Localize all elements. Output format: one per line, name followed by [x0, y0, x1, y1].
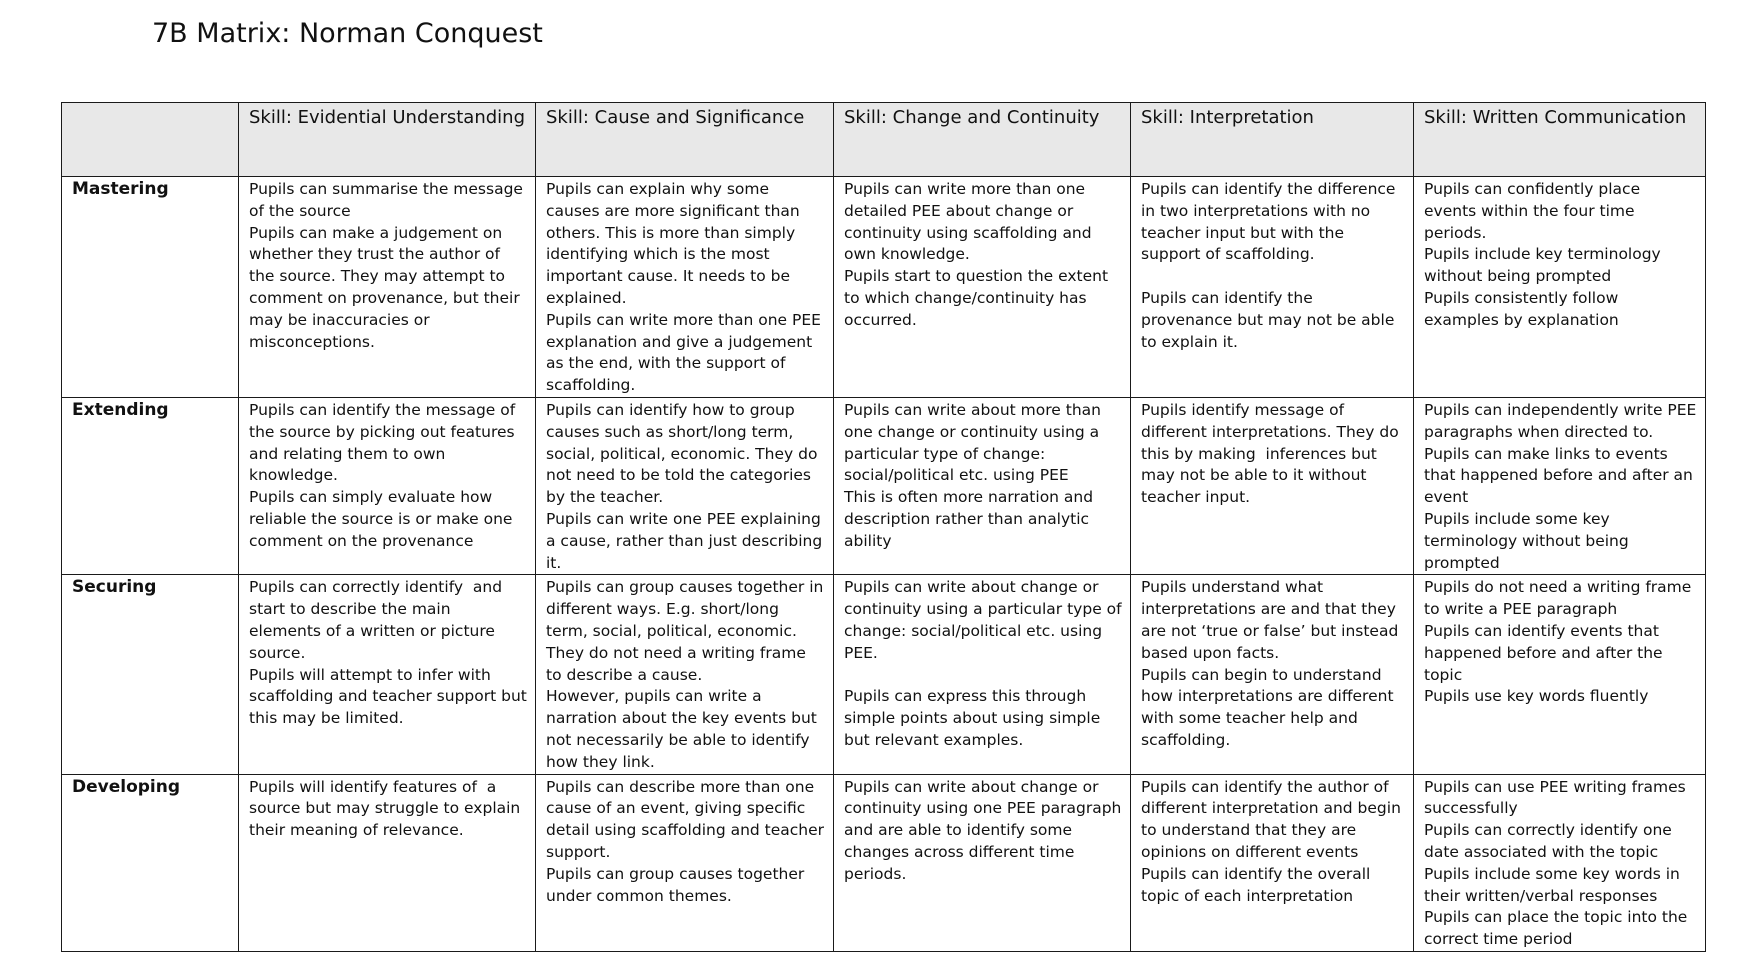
cell-mastering-interpretation	[1131, 177, 1414, 398]
cell-text-line: Pupils do not need a writing frame to write a PEE paragraph	[1424, 578, 1697, 619]
cell-text-line: This is often more narration and description rather than analytic ability	[844, 488, 1099, 550]
cell-text-line: Pupils can make links to events that happened before and after an event	[1424, 444, 1698, 507]
table-row-extending	[62, 397, 1706, 574]
cell-text-line: Pupils can identify events that happened before and after the topic	[1424, 621, 1668, 684]
cell-text-line: Pupils start to question the extent to which change/continuity has occurred.	[844, 267, 1114, 329]
level-label-extending: Extending	[62, 397, 239, 574]
cell-text-line: Pupils can simply evaluate how reliable the source is or make one comment on the provenance	[249, 488, 518, 550]
level-label-developing: Developing	[62, 774, 239, 951]
cell-text-line: Pupils can use PEE writing frames successfully	[1424, 777, 1691, 818]
cell-text-line: Pupils can write one PEE explaining a cause, rather than just describing it.	[546, 509, 828, 572]
cell-mastering-cause-and-significance	[536, 177, 834, 398]
cell-text-line: Pupils will attempt to infer with scaffolding and teacher support but this may be limited.	[249, 665, 532, 728]
header-cell-cause-and-significance: Skill: Cause and Significance	[536, 103, 834, 177]
header-cell-corner	[62, 103, 239, 177]
cell-developing-cause-and-significance	[536, 774, 834, 951]
cell-extending-change-and-continuity	[834, 397, 1131, 574]
cell-text-line: Pupils include key terminology without being prompted	[1424, 245, 1666, 286]
cell-securing-written-communication	[1414, 575, 1706, 774]
cell-text-line: Pupils can group causes together in different ways. E.g. short/long term, social, political, economic.	[546, 578, 829, 640]
cell-text-line: Pupils can begin to understand how interpretations are different with some teacher help and scaffolding.	[1141, 665, 1399, 749]
cell-extending-cause-and-significance	[536, 397, 834, 574]
header-cell-evidential-understanding: Skill: Evidential Understanding	[239, 103, 536, 177]
cell-developing-written-communication	[1414, 774, 1706, 951]
cell-mastering-written-communication	[1414, 177, 1706, 398]
cell-text-line: Pupils can write about change or continuity using one PEE paragraph and are able to identify some changes across different time periods.	[844, 777, 1127, 883]
cell-developing-evidential-understanding	[239, 774, 536, 951]
level-label-securing: Securing	[62, 575, 239, 774]
cell-text-line: Pupils can explain why some causes are more significant than others. This is more than simply identifying which is the most important cause. It needs to be explained.	[546, 180, 805, 307]
cell-text-line: Pupils consistently follow examples by explanation	[1424, 288, 1624, 329]
level-label-mastering: Mastering	[62, 177, 239, 398]
header-cell-interpretation: Skill: Interpretation	[1131, 103, 1414, 177]
table-row-mastering	[62, 177, 1706, 398]
cell-text-line: Pupils understand what interpretations are and that they are not ‘true or false’ but instead based upon facts.	[1141, 578, 1404, 662]
cell-text-line: Pupils can identify the difference in two interpretations with no teacher input but with the support of scaffolding.	[1141, 180, 1401, 264]
cell-text-line: Pupils can write about change or continuity using a particular type of change: social/political etc. using PEE.	[844, 578, 1127, 662]
cell-text-line: Pupils include some key terminology without being prompted	[1424, 509, 1634, 572]
cell-securing-evidential-understanding	[239, 575, 536, 774]
cell-securing-change-and-continuity	[834, 575, 1131, 774]
cell-securing-cause-and-significance	[536, 575, 834, 774]
cell-text-line: Pupils can correctly identify one date associated with the topic	[1424, 821, 1677, 861]
cell-text-line: They do not need a writing frame to describe a cause.	[546, 643, 811, 684]
cell-text-line	[1141, 266, 1405, 288]
cell-text-line	[844, 665, 1122, 687]
header-cell-change-and-continuity: Skill: Change and Continuity	[834, 103, 1131, 177]
cell-text-line: Pupils can identify the message of the source by picking out features and relating them to own knowledge.	[249, 400, 521, 485]
cell-text-line: Pupils can write more than one PEE explanation and give a judgement as the end, with the support of scaffolding.	[546, 310, 826, 395]
cell-text-line: Pupils can make a judgement on whether they trust the author of the source. They may attempt to comment on provenance, but their may be inaccuracies or misconceptions.	[249, 223, 525, 351]
cell-text-line: Pupils can identify how to group causes such as short/long term, social, political, economic. They do not need to be told the categories by the teacher.	[546, 400, 823, 507]
cell-text-line: Pupils can express this through simple points about using simple but relevant examples.	[844, 687, 1106, 749]
cell-text-line: Pupils can summarise the message of the source	[249, 180, 528, 220]
cell-text-line: Pupils can write about more than one change or continuity using a particular type of change: social/political etc. using PEE	[844, 400, 1106, 485]
cell-text-line: Pupils can identify the overall topic of each interpretation	[1141, 864, 1376, 905]
cell-text-line: Pupils can identify the provenance but may not be able to explain it.	[1141, 288, 1400, 351]
cell-extending-written-communication	[1414, 397, 1706, 574]
cell-text-line: Pupils identify message of different interpretations. They do this by making inferences but may not be able to it without teacher input.	[1141, 400, 1404, 507]
page-title: 7B Matrix: Norman Conquest	[152, 18, 543, 49]
cell-text-line: Pupils can correctly identify and start to describe the main elements of a written or picture source.	[249, 578, 508, 662]
cell-text-line: However, pupils can write a narration about the key events but not necessarily be able to identify how they link.	[546, 687, 822, 771]
cell-developing-change-and-continuity	[834, 774, 1131, 951]
cell-text-line: Pupils can group causes together under common themes.	[546, 864, 810, 905]
skills-matrix-table	[61, 102, 1706, 952]
header-row	[62, 103, 1706, 177]
cell-text-line: Pupils can independently write PEE paragraphs when directed to.	[1424, 400, 1702, 441]
cell-securing-interpretation	[1131, 575, 1414, 774]
cell-text-line: Pupils use key words fluently	[1424, 687, 1649, 706]
cell-text-line: Pupils can write more than one detailed PEE about change or continuity using scaffolding and own knowledge.	[844, 180, 1097, 264]
cell-extending-interpretation	[1131, 397, 1414, 574]
cell-text-line: Pupils can confidently place events within the four time periods.	[1424, 180, 1646, 242]
header-cell-written-communication: Skill: Written Communication	[1414, 103, 1706, 177]
table-row-developing	[62, 774, 1706, 951]
cell-text-line: Pupils can describe more than one cause of an event, giving specific detail using scaffolding and teacher support.	[546, 777, 829, 861]
cell-mastering-evidential-understanding	[239, 177, 536, 398]
cell-text-line: Pupils include some key words in their written/verbal responses	[1424, 864, 1685, 905]
cell-text-line: Pupils can place the topic into the correct time period	[1424, 908, 1693, 949]
cell-text-line: Pupils will identify features of a source but may struggle to explain their meaning of relevance.	[249, 777, 526, 840]
cell-developing-interpretation	[1131, 774, 1414, 951]
cell-extending-evidential-understanding	[239, 397, 536, 574]
table-row-securing	[62, 575, 1706, 774]
cell-text-line: Pupils can identify the author of different interpretation and begin to understand that they are opinions on different events	[1141, 777, 1406, 861]
cell-mastering-change-and-continuity	[834, 177, 1131, 398]
